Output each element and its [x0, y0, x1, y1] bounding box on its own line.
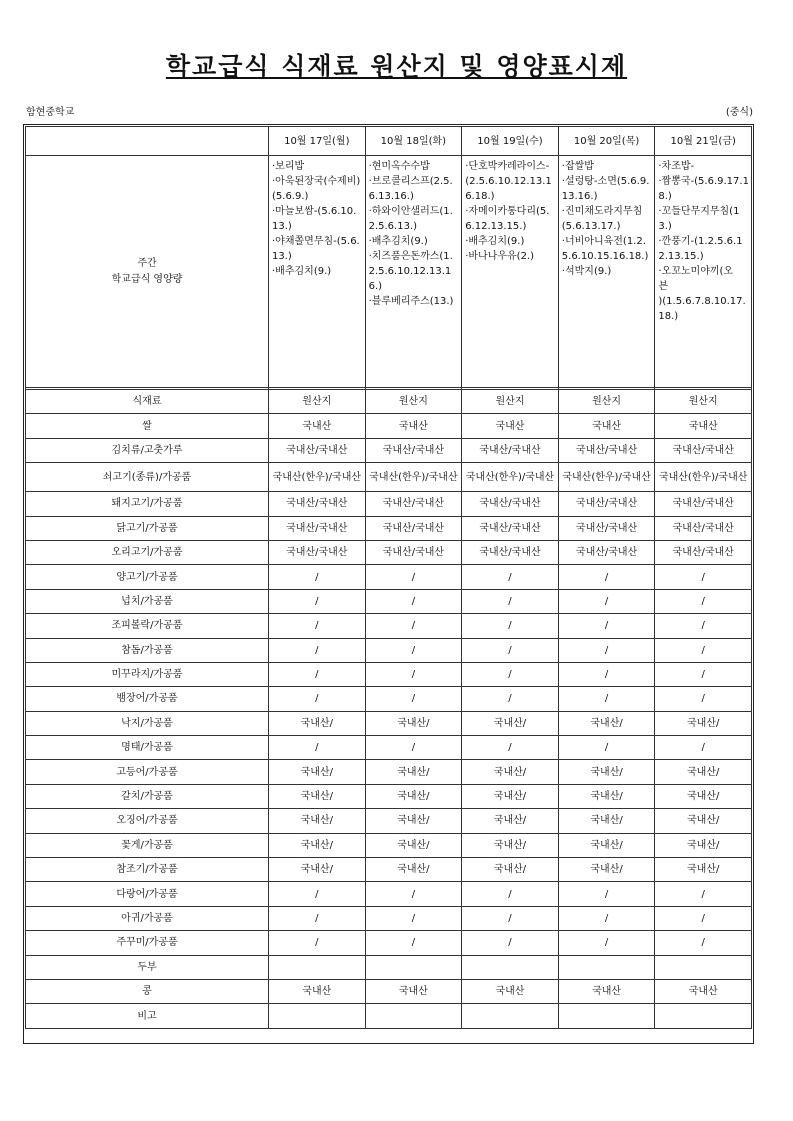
- origin-cell: /: [655, 638, 752, 662]
- origin-nutrition-table: [25, 126, 752, 1029]
- origin-cell: 국내산/국내산: [655, 438, 752, 462]
- ingredient-row: [26, 463, 752, 492]
- menu-item: ·단호박카레라이스-(2.5.6.10.12.13.16.18.): [465, 161, 552, 202]
- origin-cell: 국내산/: [655, 858, 752, 882]
- menu-item: ·너비아니육전(1.2.5.6.10.15.16.18.): [561, 236, 649, 262]
- origin-cell: /: [558, 662, 655, 686]
- origin-cell: /: [462, 931, 559, 955]
- origin-cell: 국내산/: [365, 809, 462, 833]
- menu-item: ·설렁탕-소면(5.6.9.13.16.): [561, 176, 650, 202]
- menu-item: ·꼬들단무지무침(13.): [658, 206, 740, 232]
- menu-item: ·치즈품은돈까스(1.2.5.6.10.12.13.16.): [368, 251, 453, 292]
- ingredient-row: [26, 1004, 752, 1028]
- menu-cell: [365, 156, 462, 388]
- menu-item: ·야채쫄면무침-(5.6.13.): [272, 236, 360, 262]
- origin-header-row: [26, 390, 752, 414]
- ingredient-name: 조피볼락/가공품: [26, 614, 269, 638]
- ingredient-name: 넙치/가공품: [26, 589, 269, 613]
- origin-cell: /: [269, 565, 366, 589]
- ingredient-name: 갈치/가공품: [26, 784, 269, 808]
- origin-cell: 국내산/: [655, 784, 752, 808]
- ingredient-name: 미꾸라지/가공품: [26, 662, 269, 686]
- origin-cell: /: [655, 614, 752, 638]
- origin-cell: 국내산: [365, 979, 462, 1003]
- origin-cell: /: [558, 931, 655, 955]
- ingredient-name: 김치류/고춧가루: [26, 438, 269, 462]
- date-header-cell: 10월 20일(목): [558, 127, 655, 156]
- origin-cell: 국내산/: [462, 858, 559, 882]
- origin-cell: 국내산/국내산: [558, 516, 655, 540]
- origin-cell: 국내산/: [269, 760, 366, 784]
- intake-label-cell: [26, 156, 269, 388]
- origin-cell: 국내산/국내산: [462, 516, 559, 540]
- origin-cell: 국내산/국내산: [462, 492, 559, 516]
- ingredient-name: 쇠고기(종류)/가공품: [26, 463, 269, 492]
- origin-cell: 국내산/: [269, 833, 366, 857]
- origin-cell: 국내산/: [558, 858, 655, 882]
- origin-cell: /: [462, 638, 559, 662]
- origin-cell: 국내산/국내산: [655, 516, 752, 540]
- menu-cell: [558, 156, 655, 388]
- date-header-cell: 10월 18일(화): [365, 127, 462, 156]
- ingredient-row: [26, 711, 752, 735]
- menu-item: ·깐풍기-(1.2.5.6.12.13.15.): [658, 236, 743, 262]
- origin-cell: [365, 955, 462, 979]
- origin-cell: 국내산/: [558, 760, 655, 784]
- origin-cell: /: [558, 687, 655, 711]
- menu-item: ·현미옥수수밥: [368, 161, 430, 172]
- origin-cell: /: [365, 687, 462, 711]
- ingredient-name: 참돔/가공품: [26, 638, 269, 662]
- date-header-cell: 10월 17일(월): [269, 127, 366, 156]
- menu-item: 븐: [658, 281, 669, 292]
- origin-cell: /: [365, 662, 462, 686]
- origin-cell: /: [462, 687, 559, 711]
- menu-item: ·잡쌀밥: [561, 161, 594, 172]
- origin-cell: 국내산: [462, 979, 559, 1003]
- ingredient-row: [26, 882, 752, 906]
- ingredient-row: [26, 833, 752, 857]
- ingredient-name: 고등어/가공품: [26, 760, 269, 784]
- ingredient-row: [26, 955, 752, 979]
- ingredient-row: [26, 438, 752, 462]
- ingredient-row: [26, 809, 752, 833]
- origin-cell: /: [269, 687, 366, 711]
- ingredient-name: 꽃게/가공품: [26, 833, 269, 857]
- menu-item: ·하와이안샐러드(1.2.5.6.13.): [368, 206, 453, 232]
- origin-cell: 국내산/: [462, 760, 559, 784]
- origin-cell: /: [462, 565, 559, 589]
- date-header-corner: [26, 127, 269, 156]
- origin-cell: /: [462, 906, 559, 930]
- date-header-cell: 10월 21일(금): [655, 127, 752, 156]
- ingredient-row: [26, 414, 752, 438]
- origin-cell: /: [462, 662, 559, 686]
- origin-cell: /: [462, 882, 559, 906]
- origin-cell: /: [462, 614, 559, 638]
- menu-item: ·블루베리주스(13.): [368, 296, 454, 307]
- origin-cell: 국내산/: [558, 784, 655, 808]
- origin-cell: 국내산/국내산: [558, 492, 655, 516]
- origin-cell: /: [655, 565, 752, 589]
- origin-header-cell: 원산지: [655, 390, 752, 414]
- origin-cell: 국내산/: [269, 784, 366, 808]
- origin-cell: 국내산(한우)/국내산: [462, 463, 559, 492]
- menu-item: )(1.5.6.7.8.10.17.18.): [658, 296, 746, 322]
- menu-item: ·배추김치(9.): [272, 266, 332, 277]
- origin-cell: [558, 1004, 655, 1028]
- ingredient-name: 비고: [26, 1004, 269, 1028]
- ingredient-name: 뱀장어/가공품: [26, 687, 269, 711]
- origin-cell: 국내산/국내산: [365, 516, 462, 540]
- origin-cell: 국내산/: [365, 760, 462, 784]
- origin-cell: 국내산/: [462, 809, 559, 833]
- ingredient-row: [26, 638, 752, 662]
- menu-item: ·배추김치(9.): [465, 236, 525, 247]
- origin-cell: /: [365, 882, 462, 906]
- origin-cell: 국내산(한우)/국내산: [365, 463, 462, 492]
- origin-cell: [462, 955, 559, 979]
- ingredient-name: 오리고기/가공품: [26, 540, 269, 564]
- origin-cell: 국내산/국내산: [462, 438, 559, 462]
- ingredient-row: [26, 760, 752, 784]
- origin-cell: /: [365, 565, 462, 589]
- ingredient-name: 낙지/가공품: [26, 711, 269, 735]
- ingredient-name: 참조기/가공품: [26, 858, 269, 882]
- origin-cell: 국내산/국내산: [655, 492, 752, 516]
- ingredient-name: 명태/가공품: [26, 736, 269, 760]
- ingredient-row: [26, 565, 752, 589]
- origin-cell: 국내산: [558, 979, 655, 1003]
- origin-cell: /: [558, 882, 655, 906]
- intake-label-line: 학교급식 영양량: [111, 273, 183, 285]
- origin-header-cell: 원산지: [269, 390, 366, 414]
- ingredient-row: [26, 931, 752, 955]
- origin-cell: /: [269, 736, 366, 760]
- origin-cell: 국내산/국내산: [365, 438, 462, 462]
- ingredient-row: [26, 858, 752, 882]
- origin-cell: 국내산: [269, 979, 366, 1003]
- origin-cell: 국내산(한우)/국내산: [655, 463, 752, 492]
- origin-cell: [365, 1004, 462, 1028]
- origin-cell: 국내산/국내산: [558, 438, 655, 462]
- origin-cell: /: [655, 882, 752, 906]
- origin-cell: 국내산: [655, 979, 752, 1003]
- origin-cell: /: [365, 638, 462, 662]
- origin-cell: /: [269, 882, 366, 906]
- origin-cell: 국내산/: [462, 833, 559, 857]
- origin-cell: /: [269, 638, 366, 662]
- origin-cell: 국내산: [655, 414, 752, 438]
- origin-cell: 국내산/: [655, 809, 752, 833]
- origin-cell: 국내산(한우)/국내산: [558, 463, 655, 492]
- origin-cell: /: [558, 736, 655, 760]
- origin-cell: /: [655, 906, 752, 930]
- origin-cell: 국내산/: [269, 711, 366, 735]
- origin-cell: 국내산/: [365, 833, 462, 857]
- origin-cell: 국내산/국내산: [462, 540, 559, 564]
- ingredient-row: [26, 540, 752, 564]
- ingredient-name: 쌀: [26, 414, 269, 438]
- origin-cell: 국내산/: [365, 858, 462, 882]
- origin-cell: 국내산/국내산: [558, 540, 655, 564]
- origin-cell: /: [365, 736, 462, 760]
- origin-cell: /: [655, 662, 752, 686]
- origin-cell: /: [655, 931, 752, 955]
- menu-cell: [269, 156, 366, 388]
- origin-cell: /: [462, 736, 559, 760]
- origin-cell: /: [558, 906, 655, 930]
- menu-item: ·석박지(9.): [561, 266, 612, 277]
- origin-cell: 국내산: [365, 414, 462, 438]
- origin-cell: [462, 1004, 559, 1028]
- menu-item: ·보리밥: [272, 161, 305, 172]
- menu-cell: [655, 156, 752, 388]
- menu-item: ·아욱된장국(수제비)(5.6.9.): [272, 176, 361, 202]
- menu-item: ·바나나우유(2.): [465, 251, 535, 262]
- origin-cell: /: [558, 638, 655, 662]
- menu-item: ·차조밥-: [658, 161, 695, 172]
- origin-cell: /: [269, 931, 366, 955]
- menu-cell: [462, 156, 559, 388]
- origin-cell: 국내산/: [365, 711, 462, 735]
- origin-cell: 국내산/: [462, 784, 559, 808]
- school-name: 함현중학교: [26, 107, 75, 118]
- origin-cell: /: [365, 614, 462, 638]
- origin-header-cell: 원산지: [462, 390, 559, 414]
- date-header-cell: 10월 19일(수): [462, 127, 559, 156]
- origin-cell: [655, 1004, 752, 1028]
- ingredient-name: 콩: [26, 979, 269, 1003]
- origin-cell: 국내산/: [655, 711, 752, 735]
- ingredient-name: 아귀/가공품: [26, 906, 269, 930]
- ingredient-row: [26, 784, 752, 808]
- origin-cell: 국내산/국내산: [365, 540, 462, 564]
- ingredient-name: 돼지고기/가공품: [26, 492, 269, 516]
- menu-item: ·브로콜리스프(2.5.6.13.16.): [368, 176, 453, 202]
- origin-header-cell: 식재료: [26, 390, 269, 414]
- origin-cell: 국내산/국내산: [655, 540, 752, 564]
- origin-cell: [558, 955, 655, 979]
- ingredient-row: [26, 979, 752, 1003]
- intake-label-line: 주간: [137, 257, 157, 269]
- ingredient-row: [26, 906, 752, 930]
- ingredient-row: [26, 662, 752, 686]
- date-header-row: [26, 127, 752, 156]
- ingredient-name: 다랑어/가공품: [26, 882, 269, 906]
- origin-cell: 국내산: [558, 414, 655, 438]
- origin-cell: 국내산/: [462, 711, 559, 735]
- origin-cell: 국내산/국내산: [269, 516, 366, 540]
- origin-cell: 국내산/국내산: [269, 438, 366, 462]
- origin-cell: 국내산: [269, 414, 366, 438]
- origin-cell: /: [269, 614, 366, 638]
- ingredient-row: [26, 687, 752, 711]
- ingredient-name: 주꾸미/가공품: [26, 931, 269, 955]
- origin-cell: 국내산/: [558, 809, 655, 833]
- origin-cell: 국내산: [462, 414, 559, 438]
- origin-cell: 국내산/: [558, 833, 655, 857]
- ingredient-row: [26, 736, 752, 760]
- menu-item: ·오꼬노미야끼(오: [658, 266, 734, 277]
- menu-item: ·배추김치(9.): [368, 236, 428, 247]
- origin-cell: /: [365, 906, 462, 930]
- ingredient-name: 닭고기/가공품: [26, 516, 269, 540]
- origin-cell: 국내산/국내산: [365, 492, 462, 516]
- ingredient-name: 양고기/가공품: [26, 565, 269, 589]
- origin-header-cell: 원산지: [365, 390, 462, 414]
- origin-cell: [655, 955, 752, 979]
- origin-cell: 국내산/국내산: [269, 540, 366, 564]
- ingredient-row: [26, 516, 752, 540]
- ingredient-row: [26, 589, 752, 613]
- ingredient-name: 두부: [26, 955, 269, 979]
- origin-cell: [269, 955, 366, 979]
- origin-cell: 국내산/: [269, 858, 366, 882]
- menu-item: ·마늘보쌈-(5.6.10.13.): [272, 206, 357, 232]
- origin-cell: 국내산/: [269, 809, 366, 833]
- origin-cell: 국내산/: [558, 711, 655, 735]
- origin-header-cell: 원산지: [558, 390, 655, 414]
- origin-cell: 국내산/국내산: [269, 492, 366, 516]
- origin-cell: /: [365, 931, 462, 955]
- origin-cell: /: [558, 614, 655, 638]
- origin-cell: /: [269, 662, 366, 686]
- origin-cell: /: [558, 589, 655, 613]
- origin-cell: 국내산/: [365, 784, 462, 808]
- menu-item: ·진미채도라지무침(5.6.13.17.): [561, 206, 643, 232]
- origin-cell: /: [655, 589, 752, 613]
- ingredient-row: [26, 492, 752, 516]
- ingredient-row: [26, 614, 752, 638]
- meal-type: (중식): [725, 107, 753, 118]
- menu-item: ·자메이카통다리(5.6.12.13.15.): [465, 206, 550, 232]
- origin-cell: /: [269, 589, 366, 613]
- origin-cell: /: [269, 906, 366, 930]
- origin-cell: [269, 1004, 366, 1028]
- origin-cell: /: [365, 589, 462, 613]
- origin-cell: 국내산/: [655, 833, 752, 857]
- origin-cell: 국내산/: [655, 760, 752, 784]
- origin-cell: /: [655, 687, 752, 711]
- menu-item: ·짬뽕국-(5.6.9.17.18.): [658, 176, 749, 202]
- origin-cell: /: [655, 736, 752, 760]
- page-title: 학교급식 식재료 원산지 및 영양표시제: [165, 52, 628, 81]
- origin-cell: /: [558, 565, 655, 589]
- origin-cell: 국내산(한우)/국내산: [269, 463, 366, 492]
- origin-cell: /: [462, 589, 559, 613]
- menu-row: [26, 156, 752, 388]
- ingredient-name: 오징어/가공품: [26, 809, 269, 833]
